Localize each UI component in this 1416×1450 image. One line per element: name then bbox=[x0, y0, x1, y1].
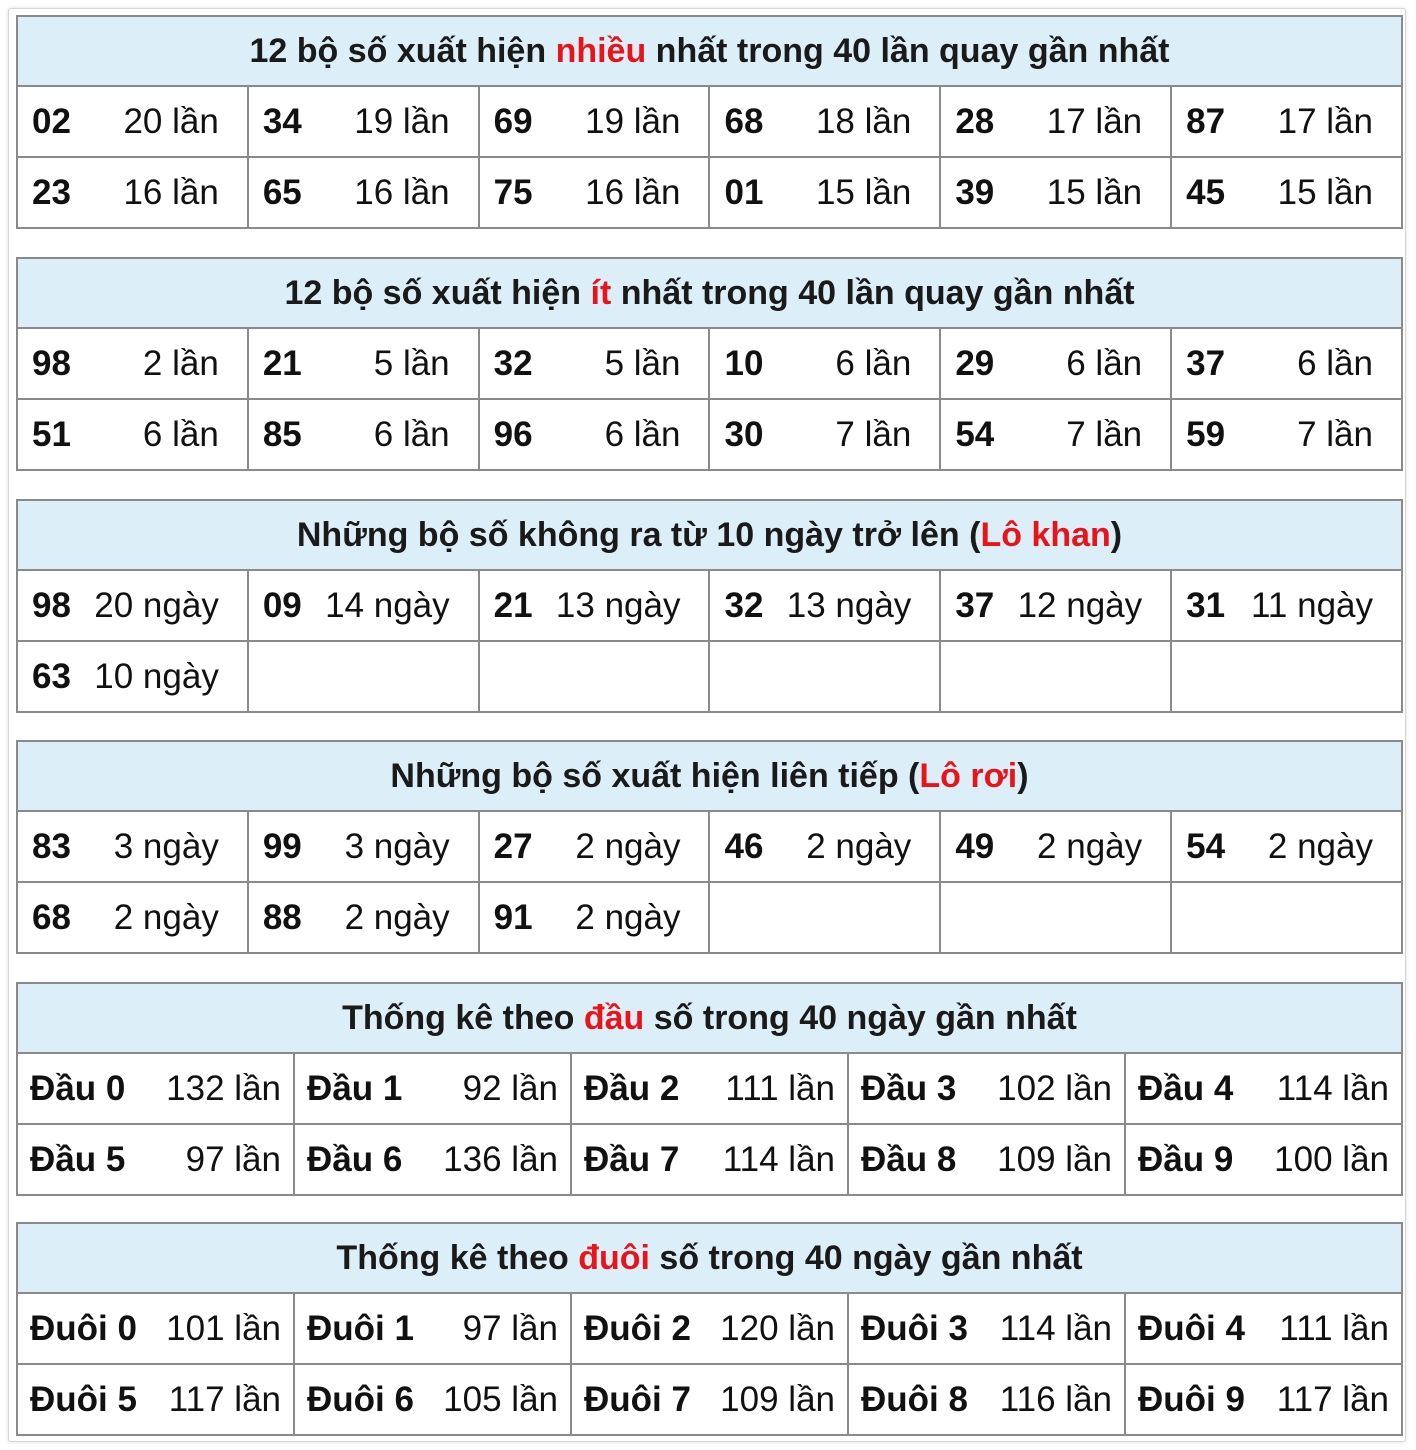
stat-cell: Đầu 3 102 lần bbox=[848, 1053, 1125, 1124]
stat-cell: Đuôi 6 105 lần bbox=[294, 1364, 571, 1435]
empty-cell bbox=[940, 641, 1171, 712]
stat-cell: 39 15 lần bbox=[940, 157, 1171, 228]
section-title: 12 bộ số xuất hiện nhiều nhất trong 40 lần quay gần nhất bbox=[17, 16, 1402, 86]
stat-cell: Đầu 2 111 lần bbox=[571, 1053, 848, 1124]
stat-cell: 49 2 ngày bbox=[940, 811, 1171, 882]
stat-cell: 02 20 lần bbox=[17, 86, 248, 157]
stat-cell: Đuôi 5 117 lần bbox=[17, 1364, 294, 1435]
stat-cell: 09 14 ngày bbox=[248, 570, 479, 641]
stat-cell: 45 15 lần bbox=[1171, 157, 1402, 228]
stat-cell: 28 17 lần bbox=[940, 86, 1171, 157]
stat-cell: Đầu 5 97 lần bbox=[17, 1124, 294, 1195]
stat-cell: 69 19 lần bbox=[479, 86, 710, 157]
stat-cell: Đuôi 4 111 lần bbox=[1125, 1293, 1402, 1364]
stat-cell: 85 6 lần bbox=[248, 399, 479, 470]
stat-cell: 46 2 ngày bbox=[709, 811, 940, 882]
stat-cell: 98 2 lần bbox=[17, 328, 248, 399]
stat-cell: 10 6 lần bbox=[709, 328, 940, 399]
empty-cell bbox=[709, 882, 940, 953]
dau-stats-table bbox=[16, 982, 1403, 1196]
stat-cell: 88 2 ngày bbox=[248, 882, 479, 953]
stat-cell: Đầu 1 92 lần bbox=[294, 1053, 571, 1124]
stat-cell: Đầu 6 136 lần bbox=[294, 1124, 571, 1195]
stat-cell: Đầu 8 109 lần bbox=[848, 1124, 1125, 1195]
stat-cell: Đuôi 8 116 lần bbox=[848, 1364, 1125, 1435]
stat-cell: 68 2 ngày bbox=[17, 882, 248, 953]
stat-cell: 51 6 lần bbox=[17, 399, 248, 470]
stat-cell: Đầu 9 100 lần bbox=[1125, 1124, 1402, 1195]
empty-cell bbox=[709, 641, 940, 712]
stat-cell: 75 16 lần bbox=[479, 157, 710, 228]
section-title: Những bộ số xuất hiện liên tiếp (Lô rơi) bbox=[17, 741, 1402, 811]
empty-cell bbox=[1171, 882, 1402, 953]
section-title: Thống kê theo đuôi số trong 40 ngày gần nhất bbox=[17, 1223, 1402, 1293]
stat-cell: 32 13 ngày bbox=[709, 570, 940, 641]
stat-cell: 98 20 ngày bbox=[17, 570, 248, 641]
stat-cell: 59 7 lần bbox=[1171, 399, 1402, 470]
stat-cell: 29 6 lần bbox=[940, 328, 1171, 399]
stat-cell: 31 11 ngày bbox=[1171, 570, 1402, 641]
empty-cell bbox=[940, 882, 1171, 953]
empty-cell bbox=[479, 641, 710, 712]
stat-cell: 99 3 ngày bbox=[248, 811, 479, 882]
stat-cell: Đuôi 3 114 lần bbox=[848, 1293, 1125, 1364]
stat-cell: 21 13 ngày bbox=[479, 570, 710, 641]
section-title: 12 bộ số xuất hiện ít nhất trong 40 lần quay gần nhất bbox=[17, 258, 1402, 328]
stat-cell: Đầu 0 132 lần bbox=[17, 1053, 294, 1124]
lo-khan-table bbox=[16, 499, 1403, 713]
stat-cell: Đuôi 9 117 lần bbox=[1125, 1364, 1402, 1435]
section-title: Những bộ số không ra từ 10 ngày trở lên (Lô khan) bbox=[17, 500, 1402, 570]
least-frequent-table bbox=[16, 257, 1403, 471]
empty-cell bbox=[1171, 641, 1402, 712]
stat-cell: 32 5 lần bbox=[479, 328, 710, 399]
stat-cell: 96 6 lần bbox=[479, 399, 710, 470]
stat-cell: 21 5 lần bbox=[248, 328, 479, 399]
lo-roi-table bbox=[16, 740, 1403, 954]
stat-cell: 23 16 lần bbox=[17, 157, 248, 228]
stat-cell: 68 18 lần bbox=[709, 86, 940, 157]
stat-cell: 01 15 lần bbox=[709, 157, 940, 228]
most-frequent-table bbox=[16, 15, 1403, 229]
stat-cell: 54 2 ngày bbox=[1171, 811, 1402, 882]
stat-cell: Đuôi 7 109 lần bbox=[571, 1364, 848, 1435]
stat-cell: 54 7 lần bbox=[940, 399, 1171, 470]
stat-cell: Đuôi 2 120 lần bbox=[571, 1293, 848, 1364]
stat-cell: 63 10 ngày bbox=[17, 641, 248, 712]
stat-cell: 87 17 lần bbox=[1171, 86, 1402, 157]
stat-cell: 83 3 ngày bbox=[17, 811, 248, 882]
stat-cell: 27 2 ngày bbox=[479, 811, 710, 882]
duoi-stats-table bbox=[16, 1222, 1403, 1436]
section-title: Thống kê theo đầu số trong 40 ngày gần nhất bbox=[17, 983, 1402, 1053]
stat-cell: 37 12 ngày bbox=[940, 570, 1171, 641]
stat-cell: 37 6 lần bbox=[1171, 328, 1402, 399]
empty-cell bbox=[248, 641, 479, 712]
stat-cell: Đầu 7 114 lần bbox=[571, 1124, 848, 1195]
stat-cell: Đuôi 1 97 lần bbox=[294, 1293, 571, 1364]
stat-cell: 65 16 lần bbox=[248, 157, 479, 228]
stat-cell: Đầu 4 114 lần bbox=[1125, 1053, 1402, 1124]
stat-cell: 30 7 lần bbox=[709, 399, 940, 470]
stat-cell: 34 19 lần bbox=[248, 86, 479, 157]
stat-cell: 91 2 ngày bbox=[479, 882, 710, 953]
stat-cell: Đuôi 0 101 lần bbox=[17, 1293, 294, 1364]
